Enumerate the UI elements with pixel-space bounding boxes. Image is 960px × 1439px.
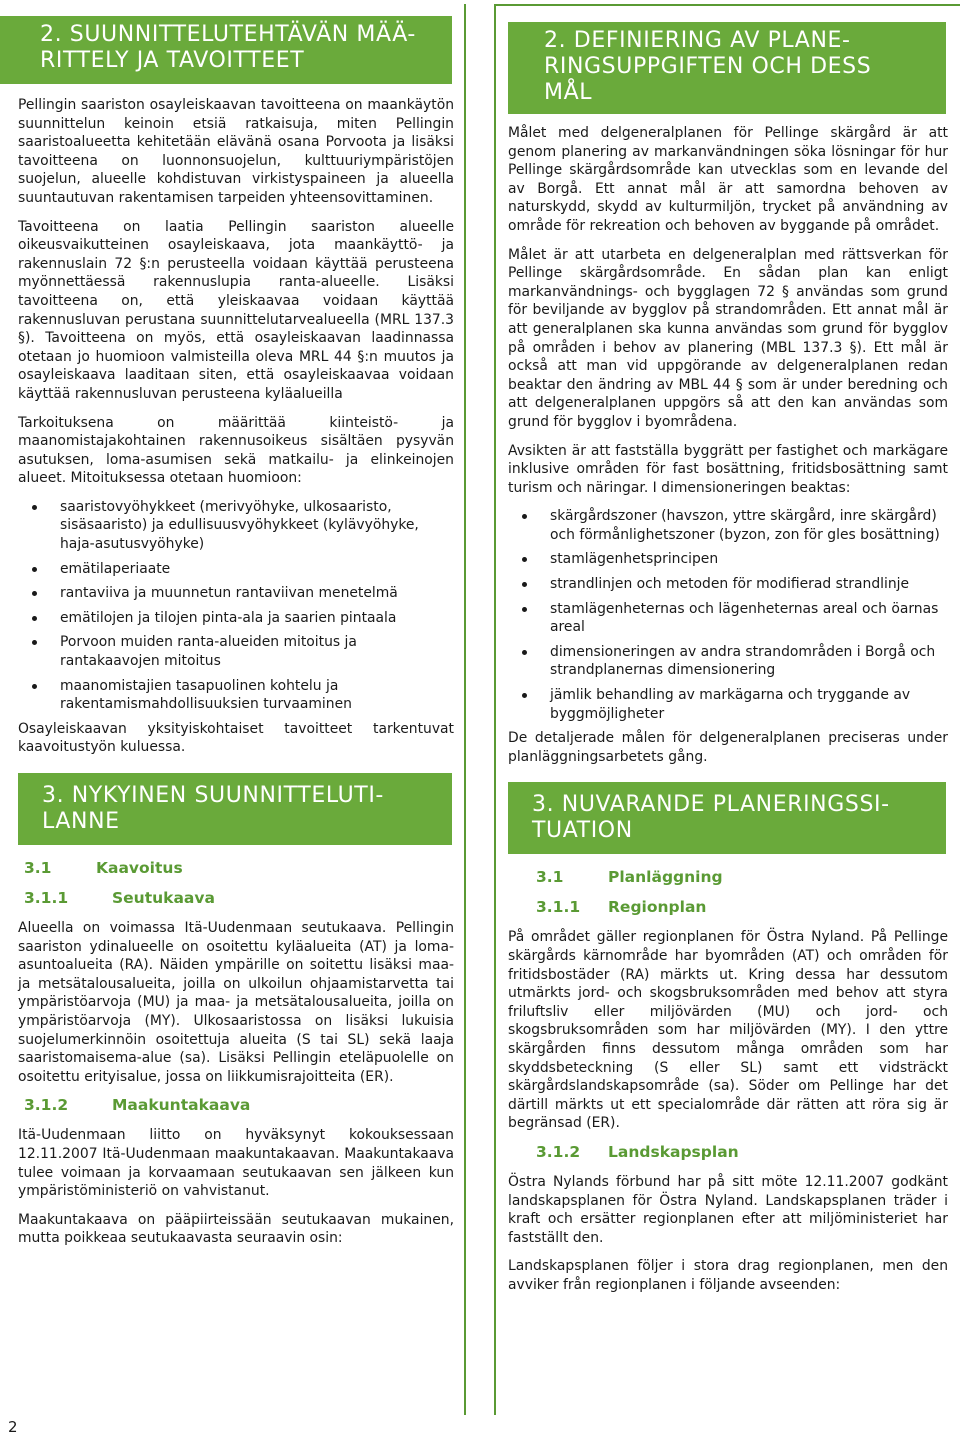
swedish-column <box>494 4 960 1415</box>
list-item: maanomistajien tasapuolinen kohtelu ja rakentamismahdollisuuksien turvaaminen <box>18 677 454 714</box>
paragraph: Tarkoituksena on määrittää kiinteistö- ja maanomistajakohtainen rakennusoikeus sisältäen pysyvän asutuksen, loma-asumisen sekä matkailu- ja elinkeinojen alueet. Mitoituksessa otetaan huomioon: <box>18 414 454 487</box>
heading-3-1-2: 3.1.2 Maakuntakaava <box>24 1096 251 1115</box>
heading-3-1-1: 3.1.1 Seutukaava <box>24 889 215 907</box>
paragraph: Pellingin saariston osayleiskaavan tavoitteena on maankäytön suunnittelun keinoin etsiä ratkaisuja, miten Pellingin saaristoalueetta kehitetään elävänä osana Porvoota ja lisäksi tavoitteena on luonnonsuojelun, kulttuuriympäristöjen suojelun, alueelle kohdistuvan virkistyspaineen ja alueella suuntautuvan rakentamisen tarpeiden yhteensovittaminen. <box>18 97 454 206</box>
finnish-column <box>0 4 466 1415</box>
list-item: rantaviiva ja muunnetun rantaviivan menetelmä <box>18 584 454 603</box>
heading-3-1: 3.1 Kaavoitus <box>24 859 183 877</box>
list-item: strandlinjen och metoden för modifierad strandlinje <box>508 575 948 594</box>
paragraph: Maakuntakaava on pääpiirteissään seutukaavan mukainen, mutta poikkeaa seutukaavasta seuraavin osin: <box>18 1211 454 1247</box>
paragraph: På området gäller regionplanen för Östra Nyland. På Pellinge skärgårds kärnområde har byområden (AT) och områden för fritidsbostäder (RA) märkts ut. Kring dessa har dessutom utmärkts jord- och skogsbruksområden med behov att styra friluftsliv eller miljövärden (MU) och jord- och skogsbruksområden som har miljövärden (MY). I den yttre skärgården finns dessutom många områden som har skyddsbeteckning (S eller SL) samt ett vidsträckt skärgårdslandskapsområde (sa). Söder om Pellinge har det därtill märkts ut ett specialområde där rätten att röra sig är begränsad (ER). <box>508 929 948 1132</box>
list-item: skärgårdszoner (havszon, yttre skärgård, inre skärgård) och förmånlighetszoner (byzon, zon för gles bosättning) <box>508 507 948 544</box>
paragraph: Östra Nylands förbund har på sitt möte 12.11.2007 godkänt landskapsplanen för Östra Nyland. Landskapsplanen träder i kraft och ersätter regionplanen efter att miljöministeriet har fastställt den. <box>508 1173 948 1246</box>
paragraph: Avsikten är att fastställa byggrätt per fastighet och markägare inklusive områden för fast bosättning, fritidsbosättning samt turism och näringar. I dimensioneringen beaktas: <box>508 442 948 496</box>
heading-3-1: 3.1 Planläggning <box>536 868 723 887</box>
list-item: emätilaperiaate <box>18 560 454 579</box>
list-item: jämlik behandling av markägarna och tryggande av byggmöjligheter <box>508 686 948 723</box>
list-item: emätilojen ja tilojen pinta-ala ja saarien pintaala <box>18 609 454 628</box>
paragraph: Målet med delgeneralplanen för Pellinge skärgård är att genom planering av markanvändningen söka lösningar för hur Pellinge skärgårdsområde kan utvecklas som en levande del av Borgå. Ett annat mål är att samordna behoven av naturskydd, skydd av kulturmiljön, trycket på användning av område för rekreation och behoven av byggande på området. <box>508 125 948 234</box>
paragraph: Alueella on voimassa Itä-Uudenmaan seutukaava. Pellingin saariston ydinalueelle on osoitettu kyläalueita (AT) ja loma-asuntoalueita (RA). Näiden ympärille on soitettu lisäksi maa- ja metsätalousalueita, joilla on ulkoilun ohjaamistarvetta tai ympäristöarvoja (MU) ja maa- ja metsätalousalueita, joilla on ympäristöarvoja (MY). Ulkosaaristossa on lisäksi lukuisia suojelumerkinnöin osoitettuja alueita (S tai SL) sekä laaja saaristomaisema-alue (sa). Lisäksi Pellingin eteläpuolelle on osoitettu erityisalue, jossa on liikkumisrajoitteita (ER). <box>18 920 454 1085</box>
section-2-banner-fi: 2. SUUNNITTELUTEHTÄVÄN MÄÄ- RITTELY JA TAVOITTEET <box>0 16 452 84</box>
list-item: Porvoon muiden ranta-alueiden mitoitus ja rantakaavojen mitoitus <box>18 633 454 670</box>
section-2-banner-sv: 2. DEFINIERING AV PLANE- RINGSUPPGIFTEN OCH DESS MÅL <box>508 22 946 114</box>
section-3-banner-fi: 3. NYKYINEN SUUNNITTELUTI- LANNE <box>18 773 452 845</box>
list-item: stamlägenhetsprincipen <box>508 550 948 569</box>
paragraph: Itä-Uudenmaan liitto on hyväksynyt kokouksessaan 12.11.2007 Itä-Uudenmaan maakuntakaavan. Maakuntakaava tulee voimaan ja korvaamaan seutukaavan sen jälkeen kun ympäristöministeriö on vahvistanut. <box>18 1127 454 1200</box>
paragraph: Målet är att utarbeta en delgeneralplan med rättsverkan för Pellinge skärgårdsområde. En sådan plan kan enligt markanvändnings- och bygglagen 72 § användas som grund för beviljande av bygglov på strandområden. Ett annat mål är att generalplanen ska kunna användas som grund för bygglov på områden i behov av planering (MBL 137.3 §). Ett mål är också att man vid uppgörande av delgeneralplanen redan beaktar den ändring av MBL 44 § som är under beredning och att delgeneralplanen uppgörs så att den kan användas som grund för bygglov i byområdena. <box>508 246 948 430</box>
bullet-list <box>508 507 948 723</box>
list-item: stamlägenheternas och lägenheternas areal och öarnas areal <box>508 600 948 637</box>
paragraph: Tavoitteena on laatia Pellingin saariston alueelle oikeusvaikutteinen osayleiskaava, jota maankäyttö- ja rakennuslain 72 §:n perusteella voidaan käyttää perusteena myönnettäessä rakennuslupia ranta-alueelle. Lisäksi tavoitteena on, että yleiskaavaa voidaan käyttää rakennusluvan perustana suunnittelutarvealueella (MRL 137.3 §). Tavoitteena on myös, että osayleiskaavan laadinnassa otetaan jo huomioon valmisteilla oleva MRL 44 §:n muutos ja osayleiskaava laaditaan siten, että osayleiskaavaa voidaan käyttää rakennusluvan perusteena kyläalueilla <box>18 218 454 402</box>
section-3-banner-sv: 3. NUVARANDE PLANERINGSSI- TUATION <box>508 782 946 854</box>
bullet-list <box>18 498 454 714</box>
paragraph: De detaljerade målen för delgeneralplanen preciseras under planläggningsarbetets gång. <box>508 730 948 765</box>
paragraph: Landskapsplanen följer i stora drag regionplanen, men den avviker från regionplanen i följande avseenden: <box>508 1258 948 1293</box>
page-number: 2 <box>8 1418 18 1436</box>
list-item: dimensioneringen av andra strandområden i Borgå och strandplanernas dimensionering <box>508 643 948 680</box>
paragraph: Osayleiskaavan yksityiskohtaiset tavoitteet tarkentuvat kaavoitustyön kuluessa. <box>18 720 454 756</box>
list-item: saaristovyöhykkeet (merivyöhyke, ulkosaaristo, sisäsaaristo) ja edullisuusvyöhykkeet (kylävyöhyke, haja-asutusvyöhyke) <box>18 498 454 554</box>
heading-3-1-1: 3.1.1 Regionplan <box>536 898 707 917</box>
heading-3-1-2: 3.1.2 Landskapsplan <box>536 1142 739 1161</box>
